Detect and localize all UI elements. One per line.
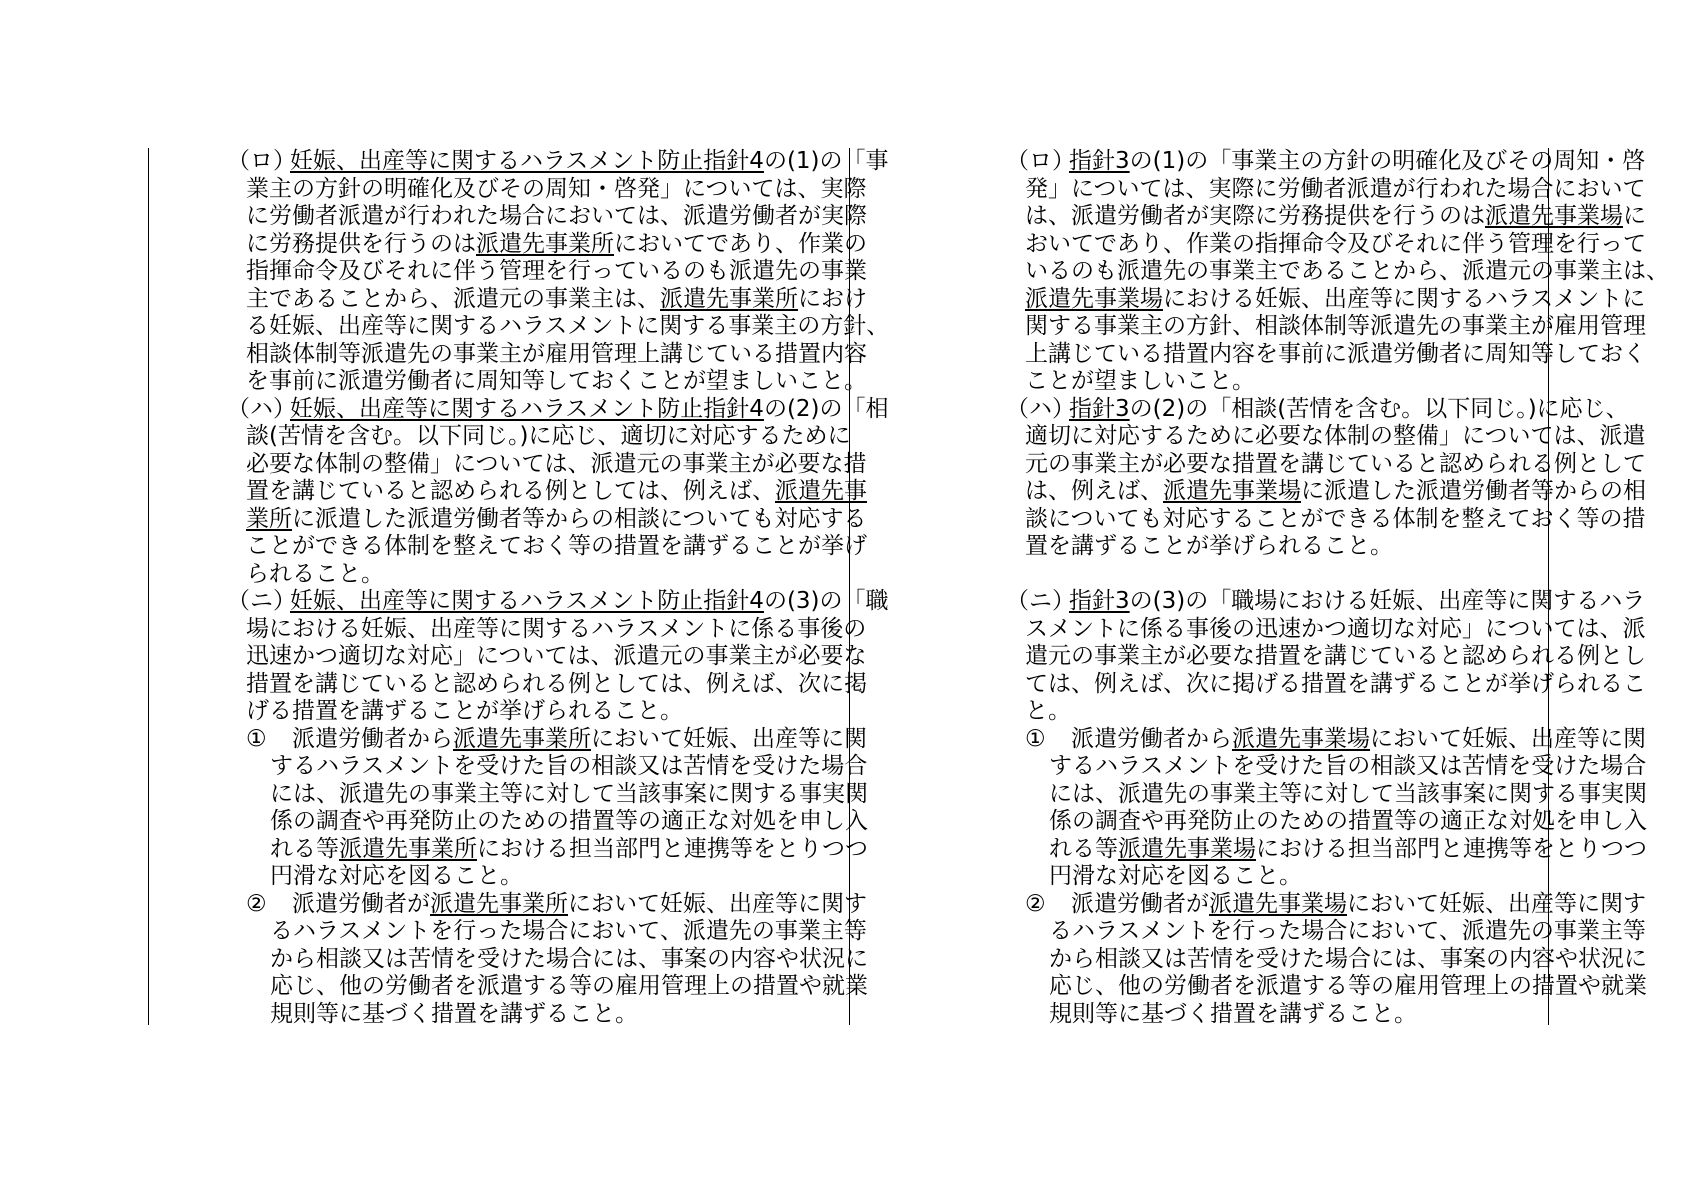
text-line	[246, 643, 867, 671]
text-line	[246, 230, 867, 259]
text-line	[1049, 835, 1647, 864]
text-segment: を事前に派遣労働者に周知等しておくことが望ましいこと。	[246, 368, 867, 394]
text-segment: 相談体制等派遣先の事業主が雇用管理上講じている措置内容	[246, 340, 867, 367]
text-segment: に派遣した派遣労働者等からの相	[1301, 478, 1646, 504]
text-line	[1025, 450, 1646, 479]
text-segment: 談についても対応することができる体制を整えておく等の措	[1025, 505, 1646, 532]
underlined-term: 業所	[246, 505, 292, 532]
item-label: （ニ）	[1006, 588, 1075, 614]
text-segment: の(1)の「事業主の方針の明確化及びその周知・啓	[1129, 148, 1646, 174]
text-line	[1049, 863, 1538, 891]
underlined-term: 派遣先事業場	[1485, 203, 1623, 229]
text-line	[246, 340, 867, 369]
text-segment: 派遣労働者から	[292, 725, 453, 752]
text-line	[1025, 423, 1646, 451]
text-line	[246, 203, 867, 231]
text-segment: に労働者派遣が行われた場合においては、派遣労働者が実際	[246, 203, 867, 229]
underlined-term: 派遣先事業場	[1118, 835, 1256, 862]
text-line	[246, 505, 867, 534]
text-segment: におけ	[798, 285, 867, 312]
text-line	[270, 808, 868, 836]
text-segment: 規則等に基づく措置を講ずること。	[270, 1000, 638, 1027]
underlined-term: 妊娠、出産等に関するハラスメント防止指針4	[290, 588, 764, 614]
item-label: （ハ）	[1006, 395, 1075, 422]
text-segment: 置を講ずることが挙げられること。	[1025, 533, 1393, 559]
text-line	[1049, 973, 1647, 1001]
text-segment: における担当部門と連携等をとりつつ	[477, 835, 868, 862]
underlined-term: 派遣先事業所	[453, 725, 591, 752]
text-line	[1025, 505, 1646, 534]
text-line	[270, 753, 868, 781]
text-segment: 元の事業主が必要な措置を講じていると認められる例として	[1025, 450, 1646, 477]
text-segment: 規則等に基づく措置を講ずること。	[1049, 1000, 1417, 1027]
text-line	[290, 588, 889, 616]
text-segment: るハラスメントを行った場合において、派遣先の事業主等	[270, 918, 867, 944]
text-segment: ことができる体制を整えておく等の措置を講ずることが挙げ	[246, 533, 867, 559]
underlined-term: 派遣先事業場	[1209, 890, 1347, 917]
underlined-term: 派遣先事業所	[339, 835, 477, 862]
text-segment: における担当部門と連携等をとりつつ	[1256, 835, 1647, 862]
subitem-label: ①	[1025, 725, 1046, 752]
text-segment: における妊娠、出産等に関するハラスメントに	[1163, 285, 1646, 312]
text-line	[1025, 230, 1646, 259]
text-segment: 主であることから、派遣元の事業主は、	[246, 285, 660, 312]
text-segment: いるのも派遣先の事業主であることから、派遣元の事業主は、	[1025, 258, 1669, 284]
text-line	[1025, 615, 1646, 644]
text-segment: には、派遣先の事業主等に対して当該事案に関する事実関	[1049, 780, 1647, 807]
text-segment: 必要な体制の整備」については、派遣元の事業主が必要な措	[246, 450, 867, 477]
text-line	[1049, 945, 1647, 974]
text-segment: るハラスメントを行った場合において、派遣先の事業主等	[1049, 918, 1646, 944]
text-segment: から相談又は苦情を受けた場合には、事案の内容や状況に	[270, 945, 868, 972]
text-segment: ことが望ましいこと。	[1025, 368, 1255, 394]
underlined-term: 指針3	[1069, 148, 1130, 174]
text-segment: に派遣した派遣労働者等からの相談についても対応する	[292, 505, 867, 532]
text-segment: 派遣労働者が	[1071, 890, 1209, 917]
text-line	[1069, 588, 1646, 616]
text-segment: は、派遣労働者が実際に労務提供を行うのは	[1025, 203, 1485, 229]
text-line	[246, 175, 867, 204]
table-border-left	[148, 148, 149, 1025]
text-segment: に	[1623, 203, 1646, 229]
underlined-term: 派遣先事業所	[660, 285, 798, 312]
text-segment: の(3)の「職場における妊娠、出産等に関するハラ	[1129, 588, 1646, 614]
text-segment: において妊娠、出産等に関	[1370, 725, 1646, 752]
text-line	[246, 285, 867, 314]
text-line	[1049, 1001, 1538, 1029]
text-line	[246, 478, 867, 506]
text-line	[1025, 643, 1646, 671]
text-segment: するハラスメントを受けた旨の相談又は苦情を受けた場合	[1049, 753, 1647, 779]
text-segment: において妊娠、出産等に関	[591, 725, 867, 752]
text-line	[1071, 890, 1646, 919]
text-segment: 派遣労働者から	[1071, 725, 1232, 752]
text-segment: 関する事業主の方針、相談体制等派遣先の事業主が雇用管理	[1025, 313, 1646, 339]
text-segment: 係の調査や再発防止のための措置等の適正な対処を申し入	[270, 808, 868, 834]
text-line	[290, 148, 889, 176]
text-segment: に労務提供を行うのは	[246, 230, 476, 257]
text-line	[1025, 670, 1646, 699]
text-line	[246, 258, 867, 286]
underlined-term: 指針3	[1069, 588, 1130, 614]
text-segment: するハラスメントを受けた旨の相談又は苦情を受けた場合	[270, 753, 868, 779]
text-line	[270, 863, 838, 891]
underlined-term: 妊娠、出産等に関するハラスメント防止指針4	[290, 148, 764, 174]
text-segment: ては、例えば、次に掲げる措置を講ずることが挙げられるこ	[1025, 670, 1646, 697]
text-segment: 談(苦情を含む。以下同じ。)に応じ、適切に対応するために	[246, 423, 851, 449]
text-segment: スメントに係る事後の迅速かつ適切な対応」については、派	[1025, 615, 1646, 642]
underlined-term: 派遣先事	[775, 478, 867, 504]
text-segment: には、派遣先の事業主等に対して当該事案に関する事実関	[270, 780, 868, 807]
item-label: （ロ）	[227, 148, 296, 174]
text-segment: の(2)の「相	[763, 395, 889, 422]
text-segment: の(2)の「相談(苦情を含む。以下同じ。)に応じ、	[1129, 395, 1629, 422]
item-label: （ロ）	[1006, 148, 1075, 174]
text-line	[1049, 918, 1646, 946]
text-line	[1025, 478, 1646, 506]
text-segment: 迅速かつ適切な対応」については、派遣元の事業主が必要な	[246, 643, 867, 669]
text-segment: 発」については、実際に労働者派遣が行われた場合において	[1025, 175, 1646, 202]
item-label: （ニ）	[227, 588, 296, 614]
text-segment: 円滑な対応を図ること。	[270, 863, 523, 889]
text-segment: 適切に対応するために必要な体制の整備」については、派遣	[1025, 423, 1646, 449]
text-line	[270, 835, 868, 864]
underlined-term: 派遣先事業場	[1025, 285, 1163, 312]
underlined-term: 派遣先事業場	[1232, 725, 1370, 752]
text-line	[246, 533, 867, 561]
text-segment: れる等	[270, 835, 339, 862]
text-segment: られること。	[246, 560, 384, 587]
text-line	[270, 918, 867, 946]
subitem-label: ①	[246, 725, 267, 752]
text-segment: 係の調査や再発防止のための措置等の適正な対処を申し入	[1049, 808, 1647, 834]
underlined-term: 妊娠、出産等に関するハラスメント防止指針4	[290, 395, 764, 422]
text-line	[1049, 753, 1647, 781]
underlined-term: 派遣先事業所	[430, 890, 568, 917]
text-line	[270, 945, 868, 974]
text-segment: の(3)の「職	[763, 588, 889, 614]
text-segment: において妊娠、出産等に関す	[1347, 890, 1646, 917]
text-segment: げる措置を講ずることが挙げられること。	[246, 698, 683, 724]
text-segment: は、例えば、	[1025, 478, 1163, 504]
text-line	[246, 423, 851, 451]
text-segment: 業主の方針の明確化及びその周知・啓発」については、実際	[246, 175, 867, 202]
text-line	[246, 561, 838, 589]
text-segment: 応じ、他の労働者を派遣する等の雇用管理上の措置や就業	[270, 973, 868, 999]
text-line	[1049, 808, 1647, 836]
text-segment: れる等	[1049, 835, 1118, 862]
text-line	[1071, 725, 1646, 754]
text-segment: おいてであり、作業の指揮命令及びそれに伴う管理を行って	[1025, 230, 1646, 257]
subitem-label: ②	[1025, 890, 1046, 917]
text-line	[246, 450, 867, 479]
text-line	[246, 313, 890, 341]
text-segment: 円滑な対応を図ること。	[1049, 863, 1302, 889]
text-segment: 応じ、他の労働者を派遣する等の雇用管理上の措置や就業	[1049, 973, 1647, 999]
text-line	[1025, 340, 1646, 369]
text-line	[1025, 698, 1538, 726]
text-line	[1069, 148, 1646, 176]
text-line	[246, 368, 867, 396]
text-line	[1025, 285, 1646, 314]
text-line	[1025, 175, 1646, 204]
item-label: （ハ）	[227, 395, 296, 422]
text-line	[1025, 258, 1669, 286]
text-segment: から相談又は苦情を受けた場合には、事案の内容や状況に	[1049, 945, 1647, 972]
text-segment: の(1)の「事	[763, 148, 889, 174]
text-line	[1025, 368, 1538, 396]
text-line	[1069, 395, 1629, 424]
text-line	[1025, 203, 1646, 231]
text-segment: 措置を講じていると認められる例としては、例えば、次に掲	[246, 670, 867, 697]
subitem-label: ②	[246, 890, 267, 917]
text-line	[246, 698, 838, 726]
text-line	[270, 780, 868, 809]
text-segment: 派遣労働者が	[292, 890, 430, 917]
text-line	[246, 670, 867, 699]
text-line	[1025, 533, 1538, 561]
text-line	[270, 973, 868, 1001]
text-line	[290, 395, 889, 424]
text-segment: 遣元の事業主が必要な措置を講じていると認められる例とし	[1025, 643, 1646, 669]
text-line	[270, 1001, 838, 1029]
underlined-term: 派遣先事業所	[476, 230, 614, 257]
text-line	[292, 890, 867, 919]
text-segment: 指揮命令及びそれに伴う管理を行っているのも派遣先の事業	[246, 258, 867, 284]
text-line	[1025, 313, 1646, 341]
text-line	[292, 725, 867, 754]
text-segment: 置を講じていると認められる例としては、例えば、	[246, 478, 775, 504]
text-segment: 上講じている措置内容を事前に派遣労働者に周知等しておく	[1025, 340, 1646, 367]
text-segment: と。	[1025, 698, 1071, 724]
text-line	[246, 615, 867, 644]
text-line	[1049, 780, 1647, 809]
underlined-term: 指針3	[1069, 395, 1130, 422]
text-segment: においてであり、作業の	[614, 230, 867, 257]
text-segment: 場における妊娠、出産等に関するハラスメントに係る事後の	[246, 615, 867, 642]
text-segment: において妊娠、出産等に関す	[568, 890, 867, 917]
text-segment: る妊娠、出産等に関するハラスメントに関する事業主の方針、	[246, 313, 890, 339]
underlined-term: 派遣先事業場	[1163, 478, 1301, 504]
